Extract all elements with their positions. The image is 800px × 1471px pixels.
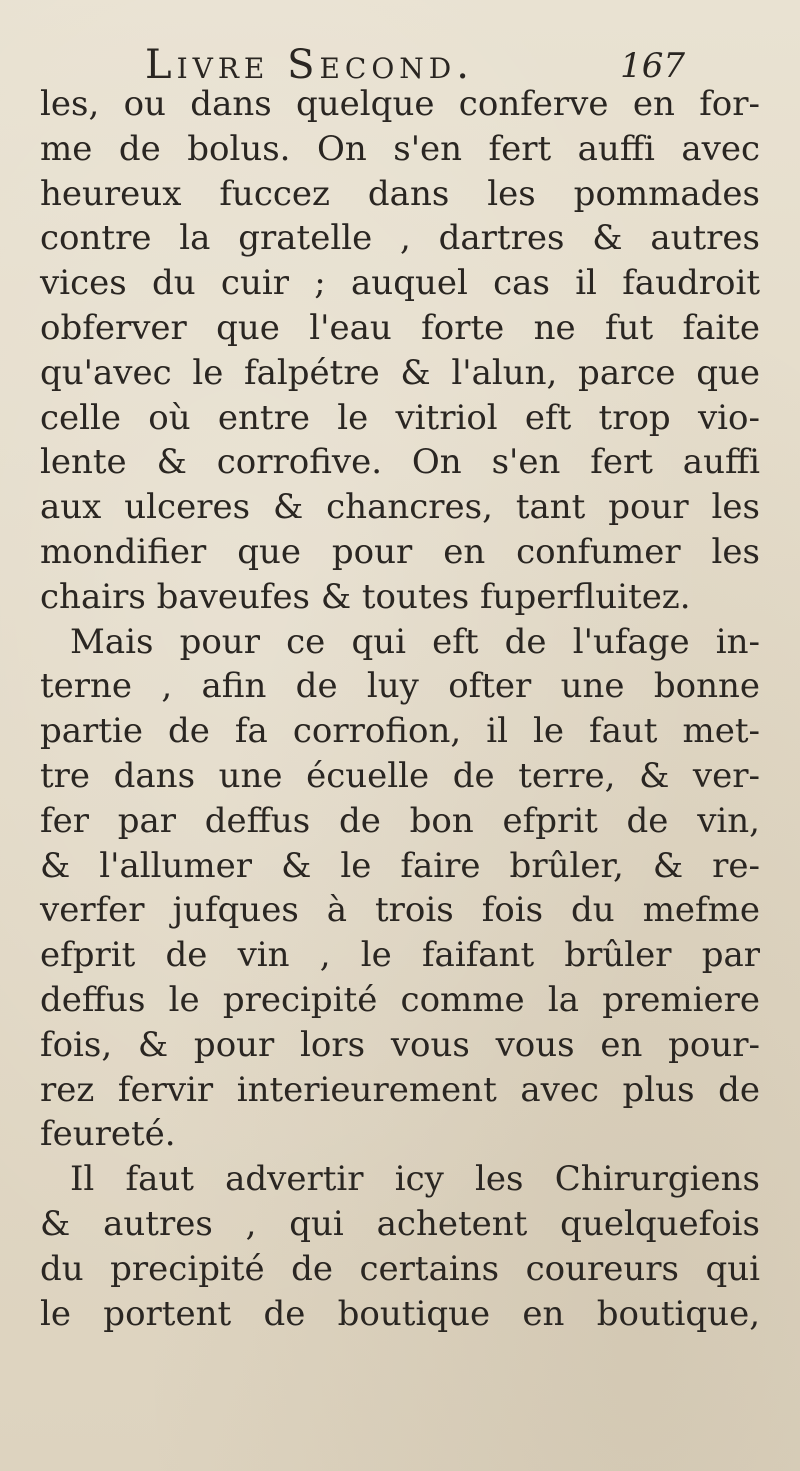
text-line: feureté.	[40, 1114, 176, 1155]
text-line: le portent de boutique en boutique,	[40, 1293, 760, 1334]
text-line: efprit de vin , le faifant brûler par	[40, 935, 760, 976]
text-line: obferver que l'eau forte ne fut faite	[40, 307, 760, 348]
text-line: rez fervir interieurement avec plus de	[40, 1069, 760, 1110]
text-line: contre la gratelle , dartres & autres	[40, 218, 760, 259]
text-line: terne , afin de luy ofter une bonne	[40, 666, 760, 707]
text-line: verfer jufques à trois fois du mefme	[40, 890, 760, 931]
text-line: tre dans une écuelle de terre, & ver-	[40, 755, 760, 796]
text-line: lente & corrofive. On s'en fert auffi	[40, 442, 760, 483]
text-line: fois, & pour lors vous vous en pour-	[40, 1024, 760, 1065]
text-line: & autres , qui achetent quelquefois	[40, 1203, 760, 1244]
page-number: 167	[620, 46, 685, 86]
text-line: me de bolus. On s'en fert auffi avec	[40, 128, 760, 169]
running-title: Livre Second.	[145, 42, 474, 88]
paragraph-start-line: Mais pour ce qui eft de l'ufage in-	[70, 621, 760, 662]
text-line: partie de fa corrofion, il le faut met-	[40, 711, 760, 752]
text-line: mondifier que pour en confumer les	[40, 531, 760, 572]
text-line: & l'allumer & le faire brûler, & re-	[40, 845, 760, 886]
text-line: les, ou dans quelque conferve en for-	[40, 84, 760, 124]
text-line: fer par deffus de bon efprit de vin,	[40, 800, 760, 841]
text-line: qu'avec le falpétre & l'alun, parce que	[40, 352, 760, 393]
text-line: aux ulceres & chancres, tant pour les	[40, 487, 760, 528]
text-line: chairs baveufes & toutes fuperfluitez.	[40, 576, 691, 617]
text-line: vices du cuir ; auquel cas il faudroit	[40, 263, 760, 304]
text-line: deffus le precipité comme la premiere	[40, 979, 760, 1020]
text-line: heureux fuccez dans les pommades	[40, 173, 760, 214]
paragraph-start-line: Il faut advertir icy les Chirurgiens	[70, 1159, 760, 1200]
text-line: du precipité de certains coureurs qui	[40, 1248, 760, 1289]
text-line: celle où entre le vitriol eft trop vio-	[40, 397, 760, 438]
body-text	[40, 82, 760, 1336]
